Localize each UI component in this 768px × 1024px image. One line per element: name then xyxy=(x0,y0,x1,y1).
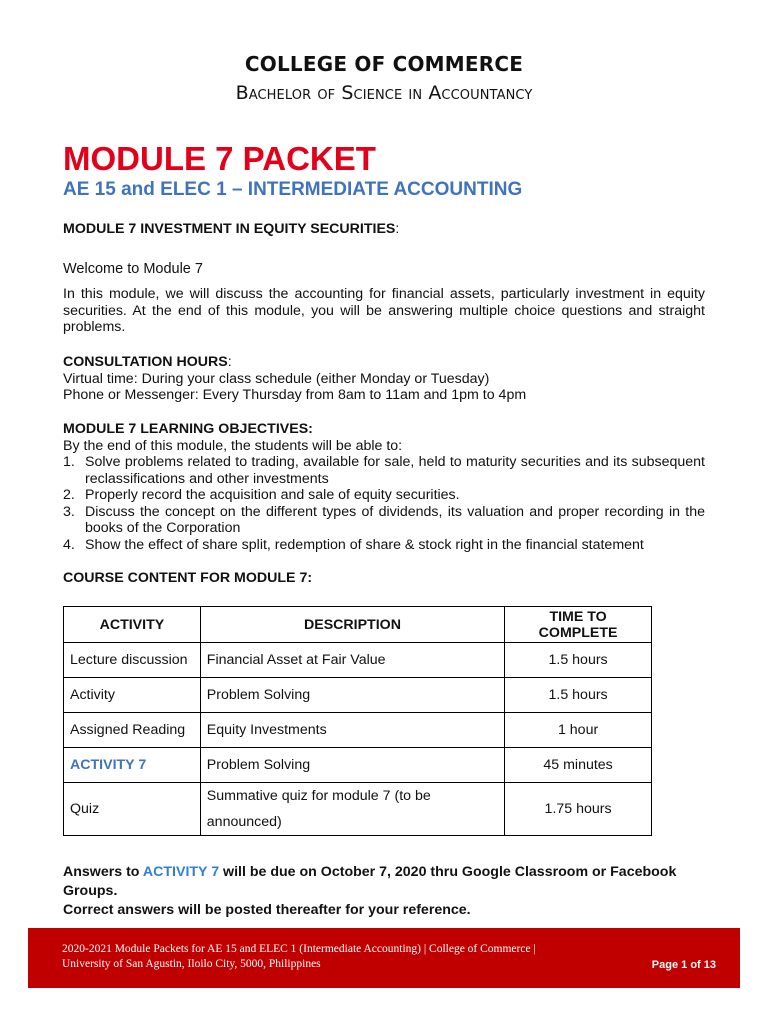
description-line: Summative quiz for module 7 (to be xyxy=(206,788,431,804)
table-row xyxy=(64,713,652,748)
column-header-description: DESCRIPTION xyxy=(200,607,504,643)
consultation-heading xyxy=(63,354,705,371)
objective-item xyxy=(63,454,705,487)
footer-line1: 2020-2021 Module Packets for AE 15 and ELEC 1 (Intermediate Accounting) | College of Commerce | xyxy=(62,943,536,955)
objective-text: Discuss the concept on the different types of dividends, its valuation and proper recording in the books of the Corporation xyxy=(85,503,705,536)
column-header-time: TIME TO COMPLETE xyxy=(505,607,652,643)
table-row xyxy=(64,678,652,713)
topic-colon: : xyxy=(395,221,400,237)
objectives-lead: By the end of this module, the students will be able to: xyxy=(63,437,403,454)
description-cell: Problem Solving xyxy=(200,748,504,783)
objective-number: 2. xyxy=(63,487,75,503)
activity-cell: Activity xyxy=(64,678,201,713)
program-name: Bachelor of Science in Accountancy xyxy=(235,82,533,104)
objective-text: Solve problems related to trading, available for sale, held to maturity securities and its subsequent reclassifications and other investments xyxy=(85,454,705,487)
objectives-list xyxy=(63,454,705,553)
time-cell: 1.5 hours xyxy=(505,643,652,678)
table-row xyxy=(64,748,652,783)
answers-note xyxy=(63,863,723,920)
answers-prefix: Answers to xyxy=(63,864,143,880)
activity-cell: Lecture discussion xyxy=(64,643,201,678)
consultation-section xyxy=(63,354,705,404)
objective-number: 1. xyxy=(63,454,75,470)
objective-item xyxy=(63,504,705,537)
answers-line2: Correct answers will be posted thereafter for your reference. xyxy=(63,902,471,918)
activity-cell: Quiz xyxy=(64,783,201,836)
consultation-heading-text: CONSULTATION HOURS xyxy=(63,354,228,370)
intro-paragraph: In this module, we will discuss the accounting for financial assets, particularly investment in equity securities. At the end of this module, you will be answering multiple choice questions and straight problems. xyxy=(63,286,705,335)
course-title: AE 15 and ELEC 1 – INTERMEDIATE ACCOUNTING xyxy=(63,179,523,200)
college-name: COLLEGE OF COMMERCE xyxy=(244,52,524,76)
page-number: Page 1 of 13 xyxy=(651,959,716,971)
time-cell: 1.75 hours xyxy=(505,783,652,836)
objective-text: Properly record the acquisition and sale of equity securities. xyxy=(85,487,460,503)
topic-label: MODULE 7 INVESTMENT IN EQUITY SECURITIES xyxy=(63,221,396,237)
module-title: MODULE 7 PACKET xyxy=(63,140,376,177)
topic-heading xyxy=(63,221,705,238)
page-footer xyxy=(28,928,740,988)
activity-cell: Assigned Reading xyxy=(64,713,201,748)
objective-number: 3. xyxy=(63,503,75,520)
description-cell: Equity Investments xyxy=(200,713,504,748)
description-cell xyxy=(200,783,504,836)
objectives-section xyxy=(63,421,705,553)
description-line: announced) xyxy=(206,814,282,830)
time-cell: 1 hour xyxy=(505,713,652,748)
consultation-colon: : xyxy=(227,354,232,370)
welcome-text: Welcome to Module 7 xyxy=(63,261,203,277)
table-header-row xyxy=(64,607,652,643)
description-cell: Problem Solving xyxy=(200,678,504,713)
time-cell: 45 minutes xyxy=(505,748,652,783)
consultation-virtual: Virtual time: During your class schedule (either Monday or Tuesday) xyxy=(63,370,490,387)
time-cell: 1.5 hours xyxy=(505,678,652,713)
answers-activity: ACTIVITY 7 xyxy=(142,864,220,880)
objective-text: Show the effect of share split, redemption of share & stock right in the financial statement xyxy=(85,536,644,553)
consultation-phone: Phone or Messenger: Every Thursday from 8am to 11am and 1pm to 4pm xyxy=(63,387,527,403)
description-cell: Financial Asset at Fair Value xyxy=(200,643,504,678)
answers-suffix: will be due on October 7, 2020 thru Google Classroom or Facebook Groups. xyxy=(63,864,677,899)
footer-text xyxy=(62,942,622,972)
course-content-heading: COURSE CONTENT FOR MODULE 7: xyxy=(63,570,313,586)
column-header-activity: ACTIVITY xyxy=(64,607,201,643)
table-row xyxy=(64,783,652,836)
objective-item xyxy=(63,537,705,554)
objective-item xyxy=(63,487,705,504)
table-row xyxy=(64,643,652,678)
objectives-heading: MODULE 7 LEARNING OBJECTIVES: xyxy=(63,421,313,437)
course-content-table xyxy=(63,606,652,836)
footer-line2: University of San Agustin, Iloilo City, 5000, Philippines xyxy=(62,958,321,970)
activity-cell: ACTIVITY 7 xyxy=(64,748,201,783)
objective-number: 4. xyxy=(63,536,75,553)
